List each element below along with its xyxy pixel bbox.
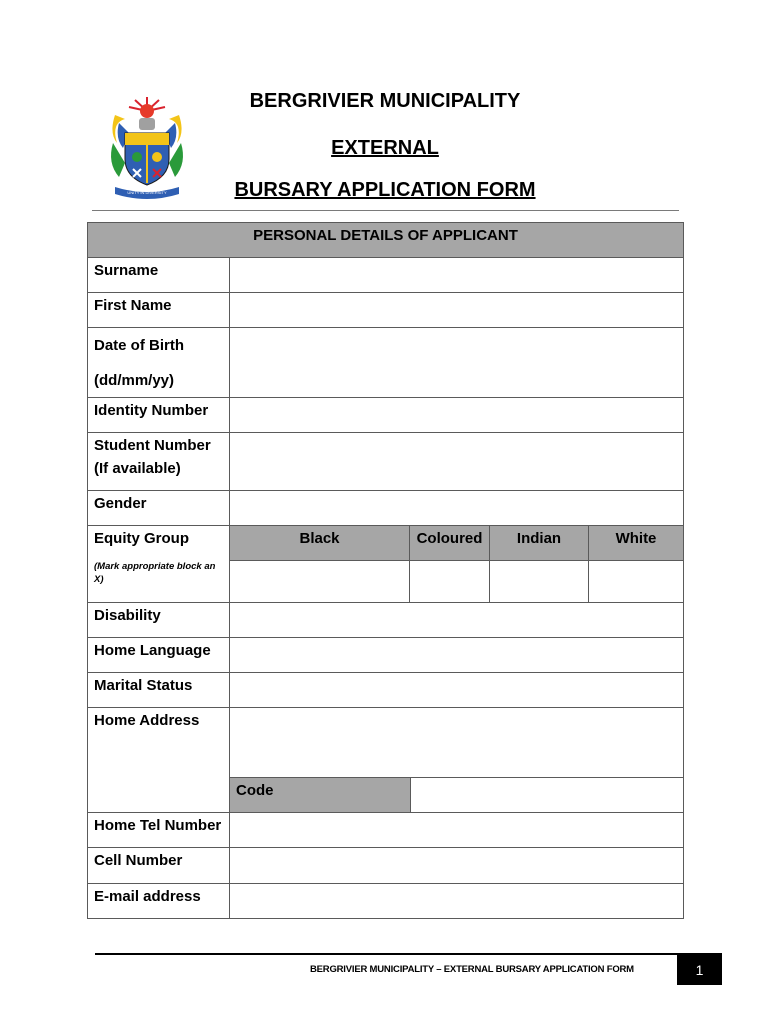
email-field[interactable] xyxy=(229,883,684,919)
svg-text:UNITY IN DIVERSITY: UNITY IN DIVERSITY xyxy=(127,190,167,195)
form-type: EXTERNAL xyxy=(331,137,439,159)
equity-mark-black[interactable] xyxy=(229,560,410,603)
disability-field[interactable] xyxy=(229,602,684,638)
equity-group-note: (Mark appropriate block an X) xyxy=(94,561,216,585)
marital-status-field[interactable] xyxy=(229,672,684,708)
id-number-label: Identity Number xyxy=(87,397,230,433)
home-address-field[interactable] xyxy=(229,707,684,778)
equity-mark-indian[interactable] xyxy=(489,560,589,603)
student-number-field[interactable] xyxy=(229,432,684,491)
email-label: E-mail address xyxy=(87,883,230,919)
footer-divider xyxy=(95,953,722,955)
home-language-label: Home Language xyxy=(87,637,230,673)
home-address-label: Home Address xyxy=(87,707,230,813)
disability-label: Disability xyxy=(87,602,230,638)
postal-code-field[interactable] xyxy=(410,777,684,813)
gender-label: Gender xyxy=(87,490,230,526)
cell-number-label: Cell Number xyxy=(87,847,230,884)
equity-mark-white[interactable] xyxy=(588,560,684,603)
dob-label-text: Date of Birth xyxy=(94,337,184,354)
form-title: BURSARY APPLICATION FORM xyxy=(234,179,536,201)
personal-details-table xyxy=(87,222,684,919)
equity-option-coloured: Coloured xyxy=(409,525,490,561)
home-tel-label: Home Tel Number xyxy=(87,812,230,848)
footer-text: BERGRIVIER MUNICIPALITY – EXTERNAL BURSARY APPLICATION FORM xyxy=(310,964,634,975)
cell-number-field[interactable] xyxy=(229,847,684,884)
id-number-field[interactable] xyxy=(229,397,684,433)
postal-code-label: Code xyxy=(229,777,411,813)
header-divider xyxy=(92,210,679,211)
dob-label xyxy=(87,327,230,398)
student-number-label xyxy=(87,432,230,491)
surname-field[interactable] xyxy=(229,257,684,293)
gender-field[interactable] xyxy=(229,490,684,526)
marital-status-label: Marital Status xyxy=(87,672,230,708)
section-header: PERSONAL DETAILS OF APPLICANT xyxy=(87,222,684,258)
student-number-label-text: Student Number xyxy=(94,437,211,454)
equity-mark-coloured[interactable] xyxy=(409,560,490,603)
surname-label: Surname xyxy=(87,257,230,293)
equity-option-black: Black xyxy=(229,525,410,561)
first-name-label: First Name xyxy=(87,292,230,328)
first-name-field[interactable] xyxy=(229,292,684,328)
equity-option-white: White xyxy=(588,525,684,561)
home-tel-field[interactable] xyxy=(229,812,684,848)
dob-field[interactable] xyxy=(229,327,684,398)
page-number: 1 xyxy=(677,955,722,985)
equity-group-label-text: Equity Group xyxy=(94,530,189,547)
dob-format-text: (dd/mm/yy) xyxy=(94,372,175,389)
org-title: BERGRIVIER MUNICIPALITY xyxy=(249,90,521,112)
student-number-note: (If available) xyxy=(94,460,181,477)
equity-option-indian: Indian xyxy=(489,525,589,561)
home-language-field[interactable] xyxy=(229,637,684,673)
equity-group-label xyxy=(87,525,230,603)
